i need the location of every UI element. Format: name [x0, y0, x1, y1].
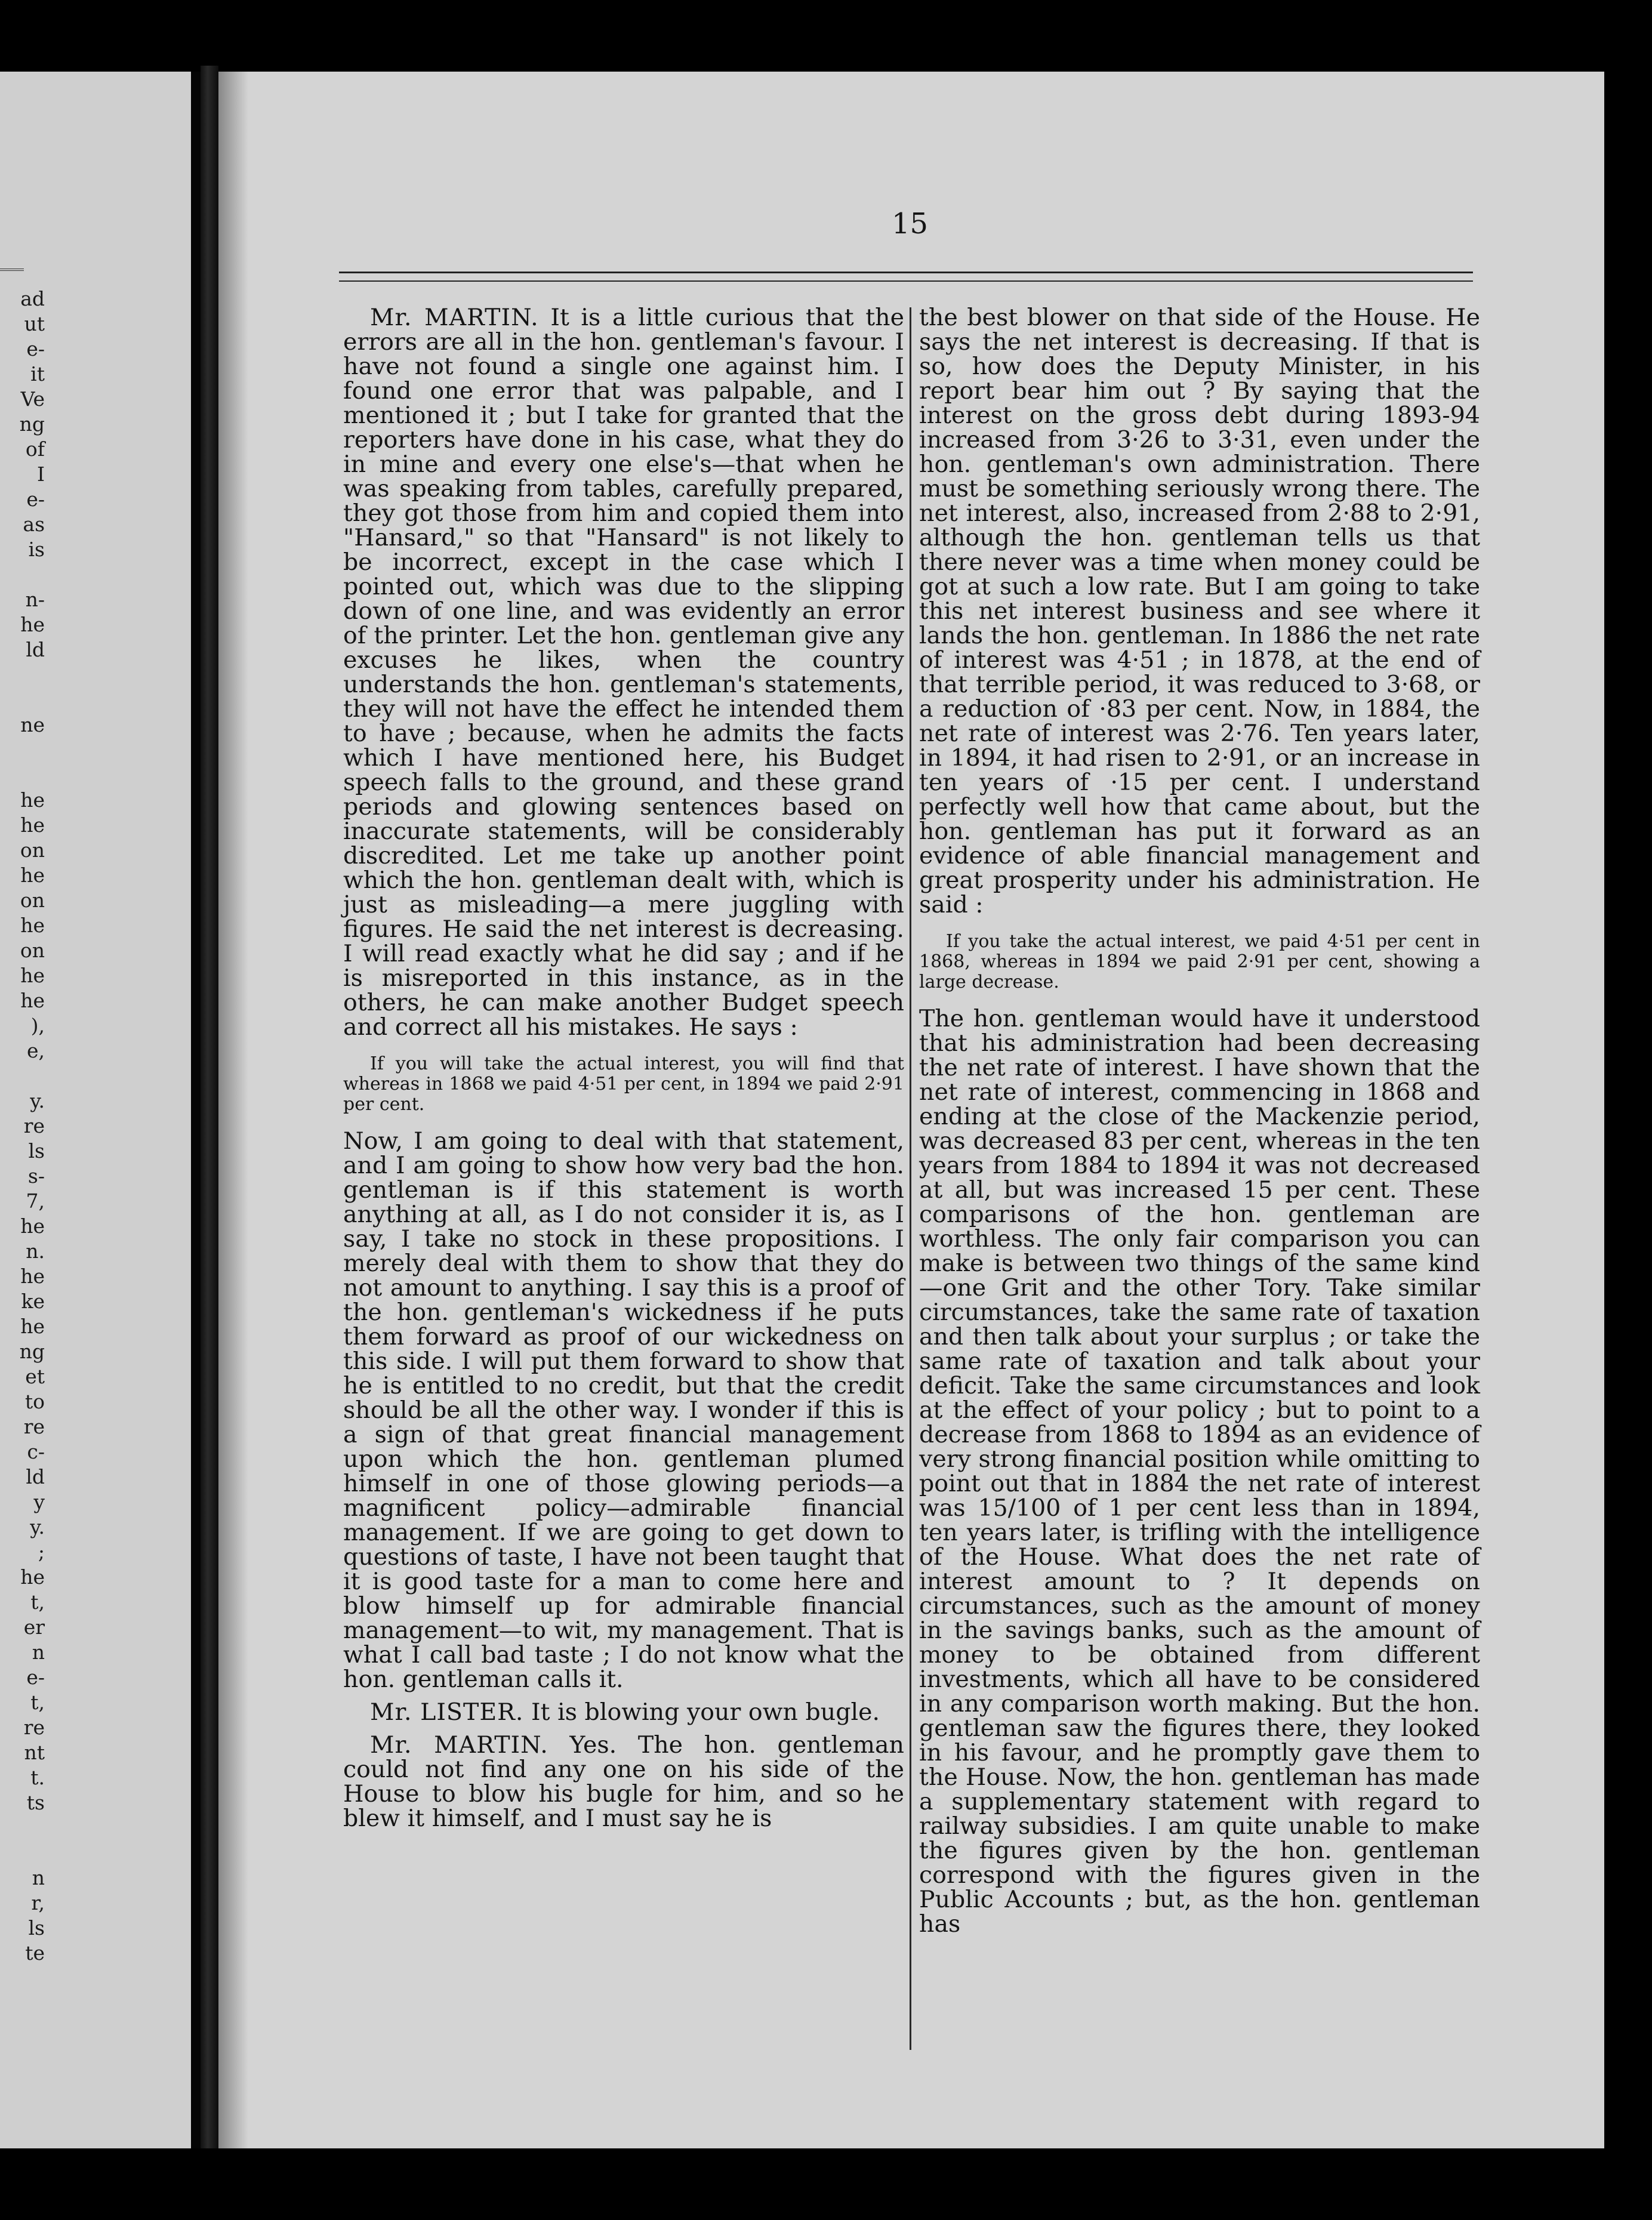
facing-page-fragment-line: ld: [26, 1465, 45, 1488]
facing-page-fragment-line: ),: [30, 1014, 45, 1037]
facing-page-fragment-line: t.: [30, 1766, 45, 1789]
scan-border-top: [0, 0, 1652, 72]
facing-page-fragment-line: ts: [26, 1791, 45, 1814]
facing-page-fragment-line: e,: [26, 1039, 45, 1062]
speaker-name: Mr. LISTER.: [370, 1698, 524, 1726]
facing-page-fragment-line: he: [20, 1265, 45, 1288]
facing-page-fragment-line: is: [28, 538, 45, 561]
left-column: [343, 306, 904, 1831]
facing-page-fragment-line: on: [20, 889, 45, 912]
facing-page-fragment-line: he: [20, 813, 45, 837]
facing-page-fragment-line: he: [20, 964, 45, 987]
facing-page-fragment-line: ng: [19, 412, 45, 436]
facing-page-fragment-line: ne: [20, 713, 45, 736]
paragraph-text: It is blowing your own bugle.: [523, 1698, 880, 1726]
facing-page-fragment-line: [0, 1815, 45, 1840]
facing-page-fragment-line: he: [20, 864, 45, 887]
gutter-shadow: [218, 72, 248, 2148]
facing-page-fragment-line: y: [33, 1490, 45, 1513]
facing-page-fragment-line: y.: [30, 1515, 45, 1538]
facing-page-fragment-line: y.: [30, 1089, 45, 1112]
column-divider: [910, 307, 911, 2050]
page-number: 15: [892, 207, 929, 240]
facing-page-fragment-line: 7,: [26, 1189, 45, 1213]
paragraph: [343, 1733, 904, 1831]
facing-page-fragment-line: n-: [25, 588, 45, 611]
right-column: [919, 306, 1480, 1937]
facing-page-fragment-line: he: [20, 989, 45, 1012]
facing-page-fragment-line: ls: [28, 1139, 45, 1163]
paragraph-text: It is a little curious that the errors are all in the hon. gentleman's favour. I have not found a single one against him. I found one error that was palpable, and I mentioned it ; but I take for granted that the reporters have done in his case, what they do in mine and every one else's—that when he was speaking from tables, carefully prepared, they got those from him and copied them into "Hansard," so that "Hansard" is not likely to be incorrect, except in the case which I pointed out, which was due to the slipping down of one line, and was evidently an error of the printer. Let the hon. gentleman give any excuses he likes, when the country understands the hon. gentleman's statements, they will not have the effect he intended them to have ; because, when he admits the facts which I have mentioned here, his Budget speech falls to the ground, and these grand periods and glowing sentences based on inaccurate statements, will be considerably discredited. Let me take up another point which the hon. gentleman dealt with, which is just as misleading—a mere juggling with figures. He said the net interest is decreasing. I will read exactly what he did say ; and if he is misreported in this instance, as in the others, he can make another Budget speech and correct all his mistakes. He says :: [343, 304, 904, 1041]
facing-page-fragment-line: he: [20, 1315, 45, 1338]
speaker-name: Mr. MARTIN.: [370, 1731, 548, 1759]
facing-page-fragment-line: s-: [27, 1164, 45, 1188]
facing-page-fragment-line: [0, 763, 45, 788]
facing-page-fragment-line: t,: [30, 1691, 45, 1714]
facing-page-fragment-line: n: [32, 1641, 45, 1664]
facing-page-fragment-line: on: [20, 939, 45, 962]
speaker-name: Mr. MARTIN.: [370, 304, 539, 331]
header-rule: [339, 272, 1473, 282]
facing-page-fragment-line: er: [23, 1615, 45, 1639]
facing-page-text-fragments: [0, 286, 45, 1966]
paragraph-text: The hon. gentleman would have it understood that his administration had been decreasing the net rate of interest. I have shown that the net rate of interest, commencing in 1868 and ending at the close of the Mackenzie period, was decreased 83 per cent, whereas in the ten years from 1884 to 1894 it was not decreased at all, but was increased 15 per cent. These comparisons of the hon. gentleman are worthless. The only fair comparison you can make is between two things of the same kind—one Grit and the other Tory. Take similar circumstances, take the same rate of taxation and then talk about your surplus ; or take the same rate of taxation and talk about your deficit. Take the same circumstances and look at the effect of your policy ; but to point to a decrease from 1868 to 1894 as an evidence of very strong financial position while omitting to point out that in 1884 the net rate of interest was: [919, 1005, 1480, 1522]
facing-page-fragment-line: ad: [20, 287, 45, 310]
facing-page-fragment-line: it: [30, 362, 45, 386]
facing-page-fragment-line: ut: [24, 312, 45, 335]
facing-page-fragment: [0, 72, 191, 2148]
facing-page-fragment-line: re: [23, 1114, 45, 1137]
fraction: 15/100: [978, 1494, 1061, 1522]
facing-page-fragment-line: he: [20, 613, 45, 636]
paragraph: Now, I am going to deal with that statement, and I am going to show how very bad the hon. gentleman is if this statement is worth anything at all, as I do not consider it is, as I say, I take no stock in these propositions. I merely deal with them to show that they do not amount to anything. I say this is a proof of the hon. gentleman's wickedness if he puts them forward as proof of our wickedness on this side. I will put them forward to show that he is entitled to no credit, but that the credit should be all the other way. I wonder if this is a sign of that great financial management upon which the hon. gentleman plumed himself in one of those glowing periods—a magnificent policy—admirable financial management. If we are going to get down to questions of taste, I have not been taught that it is good taste for a man to come here and blow himself up for admirable financial management—to wit, my management. That is what I call bad taste ; I do not know what the hon. gentleman calls it.: [343, 1127, 904, 1693]
scan-border-right: [1604, 60, 1652, 2220]
facing-page-fragment-line: [0, 662, 45, 687]
facing-page-fragment-line: to: [24, 1390, 45, 1413]
facing-page-fragment-line: [0, 1840, 45, 1866]
facing-page-fragment-line: [0, 687, 45, 713]
facing-page-fragment-line: ld: [26, 638, 45, 661]
facing-page-fragment-line: he: [20, 788, 45, 812]
facing-page-fragment-line: on: [20, 838, 45, 862]
paragraph: [343, 1700, 904, 1725]
facing-page-fragment-line: e-: [26, 488, 45, 511]
facing-page-fragment-line: [0, 1063, 45, 1089]
facing-page-fragment-line: ke: [21, 1290, 45, 1313]
facing-page-fragment-line: n: [32, 1866, 45, 1889]
facing-page-fragment-line: n.: [26, 1240, 45, 1263]
facing-page-fragment-line: he: [20, 914, 45, 937]
facing-page-fragment-line: [0, 738, 45, 763]
facing-page-fragment-line: ;: [38, 1540, 45, 1564]
quotation: If you take the actual interest, we paid 4·51 per cent in 1868, whereas in 1894 we paid 2·91 per cent, showing a large decrease.: [919, 931, 1480, 992]
facing-page-fragment-line: nt: [24, 1741, 45, 1764]
facing-page-fragment-line: te: [25, 1941, 45, 1965]
scan-border-bottom: [0, 2148, 1652, 2220]
paragraph: [343, 306, 904, 1040]
facing-page-fragment-line: he: [20, 1214, 45, 1238]
facing-page-fragment-line: ng: [19, 1340, 45, 1363]
facing-page-fragment-line: r,: [31, 1891, 45, 1914]
facing-page-fragment-line: as: [23, 513, 45, 536]
facing-page-fragment-line: t,: [30, 1590, 45, 1614]
facing-page-fragment-line: I: [36, 462, 45, 486]
facing-page-fragment-line: e-: [26, 1666, 45, 1689]
facing-page-fragment-line: re: [23, 1415, 45, 1438]
facing-page-fragment-line: Ve: [20, 387, 45, 411]
facing-page-fragment-line: e-: [26, 337, 45, 360]
facing-page-fragment-line: [0, 562, 45, 587]
paragraph-text: Yes. The hon. gentleman could not find any one on his side of the House to blow his bugle for him, and so he blew it himself, and I must say he is: [343, 1731, 904, 1832]
quotation: If you will take the actual interest, you will find that whereas in 1868 we paid 4·51 per cent, in 1894 we paid 2·91 per cent.: [343, 1053, 904, 1115]
paragraph: the best blower on that side of the House. He says the net interest is decreasing. If that is so, how does the Deputy Minister, in his report bear him out ? By saying that the interest on the gross debt during 1893-94 increased from 3·26 to 3·31, even under the hon. gentleman's own administration. There must be something seriously wrong there. The net interest, also, increased from 2·88 to 2·91, although the hon. gentleman tells us that there never was a time when money could be got at such a low rate. But I am going to take this net interest business and see where it lands the hon. gentleman. In 1886 the net rate of interest was 4·51 ; in 1878, at the end of that terrible period, it was reduced to 3·68, or a reduction of ·83 per cent. Now, in 1884, the net rate of interest was 2·76. Ten years later, in 1894, it had risen to 2·91, or an increase in ten years of ·15 per cent. I understand perfectly well how that came about, but the hon. gentleman has put it forward as an evidence of able financial management and great prosperity under his administration. He said :: [919, 304, 1480, 918]
facing-page-rule: [0, 269, 24, 271]
facing-page-fragment-line: of: [25, 437, 45, 461]
facing-page-fragment-line: re: [23, 1716, 45, 1739]
paragraph: [919, 1007, 1480, 1937]
facing-page-fragment-line: c-: [27, 1440, 45, 1463]
facing-page-fragment-line: he: [20, 1565, 45, 1589]
paragraph-text: of 1 per cent less than in 1894, ten years later, is trifling with the intelligence of the House. What does the net rate of interest amount to ? It depends on circumstances, such as the amount of money in the savings banks, such as the amount of money to be obtained from different investments, which all have to be considered in any comparison worth making. But the hon. gentleman saw the figures there, they looked in his favour, and he promptly gave them to the House. Now, the hon. gentleman has made a supplementary statement with regard to railway subsidies. I am quite unable to make the figures given by the hon. gentleman correspond with the figures given in the Public Accounts ; but, as the hon. gentleman has: [919, 1494, 1480, 1938]
book-binding: [201, 66, 218, 2154]
facing-page-fragment-line: ls: [28, 1916, 45, 1940]
facing-page-fragment-line: et: [25, 1365, 45, 1388]
